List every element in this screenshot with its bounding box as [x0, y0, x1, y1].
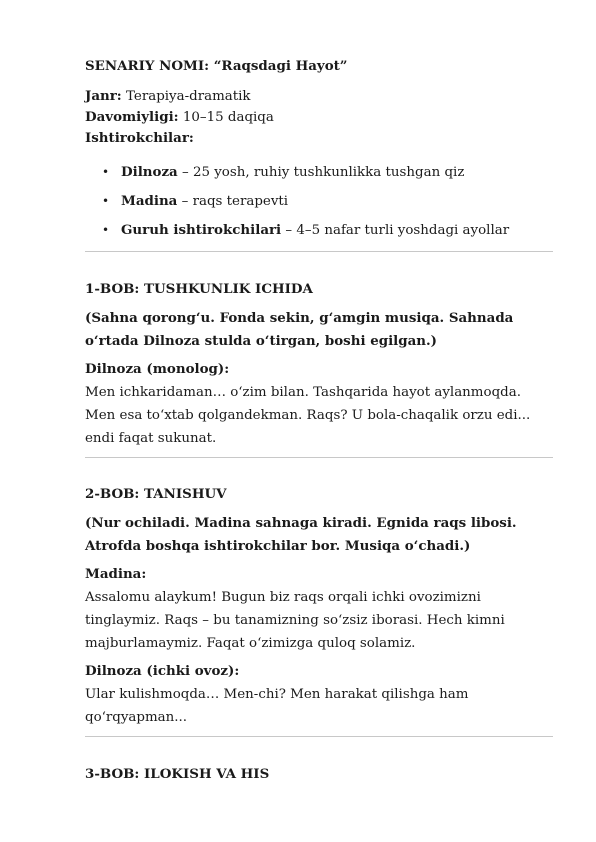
script-title: SENARIY NOMI: “Raqsdagi Hayot”	[85, 58, 348, 74]
cast-desc: – 4–5 nafar turli yoshdagi ayollar	[281, 223, 510, 238]
genre-value: Terapiya-dramatik	[121, 89, 251, 104]
duration-line	[85, 107, 555, 128]
bullet-icon: •	[102, 165, 110, 179]
cast-name: Dilnoza	[121, 164, 178, 180]
chapter-2-speaker-madina: Madina:	[85, 566, 147, 582]
section-divider	[85, 736, 553, 737]
chapter-1-dialogue: Men ichkaridaman… o‘zim bilan. Tashqarida hayot aylanmoqda. Men esa to‘xtab qolgandekman. Raqs? U bola-chaqalik orzu edi... endi faqat sukunat.	[85, 385, 531, 446]
genre-label: Janr:	[85, 88, 122, 104]
bullet-icon: •	[102, 223, 110, 237]
participants-label: Ishtirokchilar:	[85, 130, 194, 146]
chapter-2-heading: 2-BOB: TANISHUV	[85, 486, 227, 502]
cast-desc: – raqs terapevti	[177, 194, 289, 209]
chapter-1-speaker: Dilnoza (monolog):	[85, 361, 230, 377]
chapter-1-stage-direction: (Sahna qorong‘u. Fonda sekin, g‘amgin musiqa. Sahnada o‘rtada Dilnoza stulda o‘tirgan, boshi egilgan.)	[85, 310, 514, 349]
genre-line	[85, 86, 555, 107]
chapter-2-dialogue-dilnoza: Ular kulishmoqda… Men-chi? Men harakat qilishga ham qo‘rqyapman...	[85, 687, 469, 725]
chapter-2-dialogue-madina: Assalomu alaykum! Bugun biz raqs orqali ichki ovozimizni tinglaymiz. Raqs – bu tanamizning so‘zsiz iborasi. Hech kimni majburlamaymiz. Faqat o‘zimizga quloq solamiz.	[85, 590, 505, 651]
cast-name: Guruh ishtirokchilari	[121, 222, 282, 238]
cast-desc: – 25 yosh, ruhiy tushkunlikka tushgan qiz	[177, 165, 465, 180]
chapter-1-heading: 1-BOB: TUSHKUNLIK ICHIDA	[85, 281, 313, 297]
duration-value: 10–15 daqiqa	[178, 110, 274, 125]
list-item	[85, 158, 555, 187]
duration-label: Davomiyligi:	[85, 109, 179, 125]
script-meta	[85, 86, 555, 148]
chapter-2-speaker-dilnoza: Dilnoza (ichki ovoz):	[85, 663, 240, 679]
cast-name: Madina	[121, 193, 178, 209]
list-item	[85, 216, 555, 245]
section-divider	[85, 457, 553, 458]
chapter-2-stage-direction: (Nur ochiladi. Madina sahnaga kiradi. Egnida raqs libosi. Atrofda boshqa ishtirokchilar bor. Musiqa o‘chadi.)	[85, 515, 517, 554]
list-item	[85, 187, 555, 216]
section-divider	[85, 251, 553, 252]
cast-list	[85, 158, 555, 245]
bullet-icon: •	[102, 194, 110, 208]
chapter-3-heading: 3-BOB: ILOKISH VA HIS	[85, 766, 270, 782]
